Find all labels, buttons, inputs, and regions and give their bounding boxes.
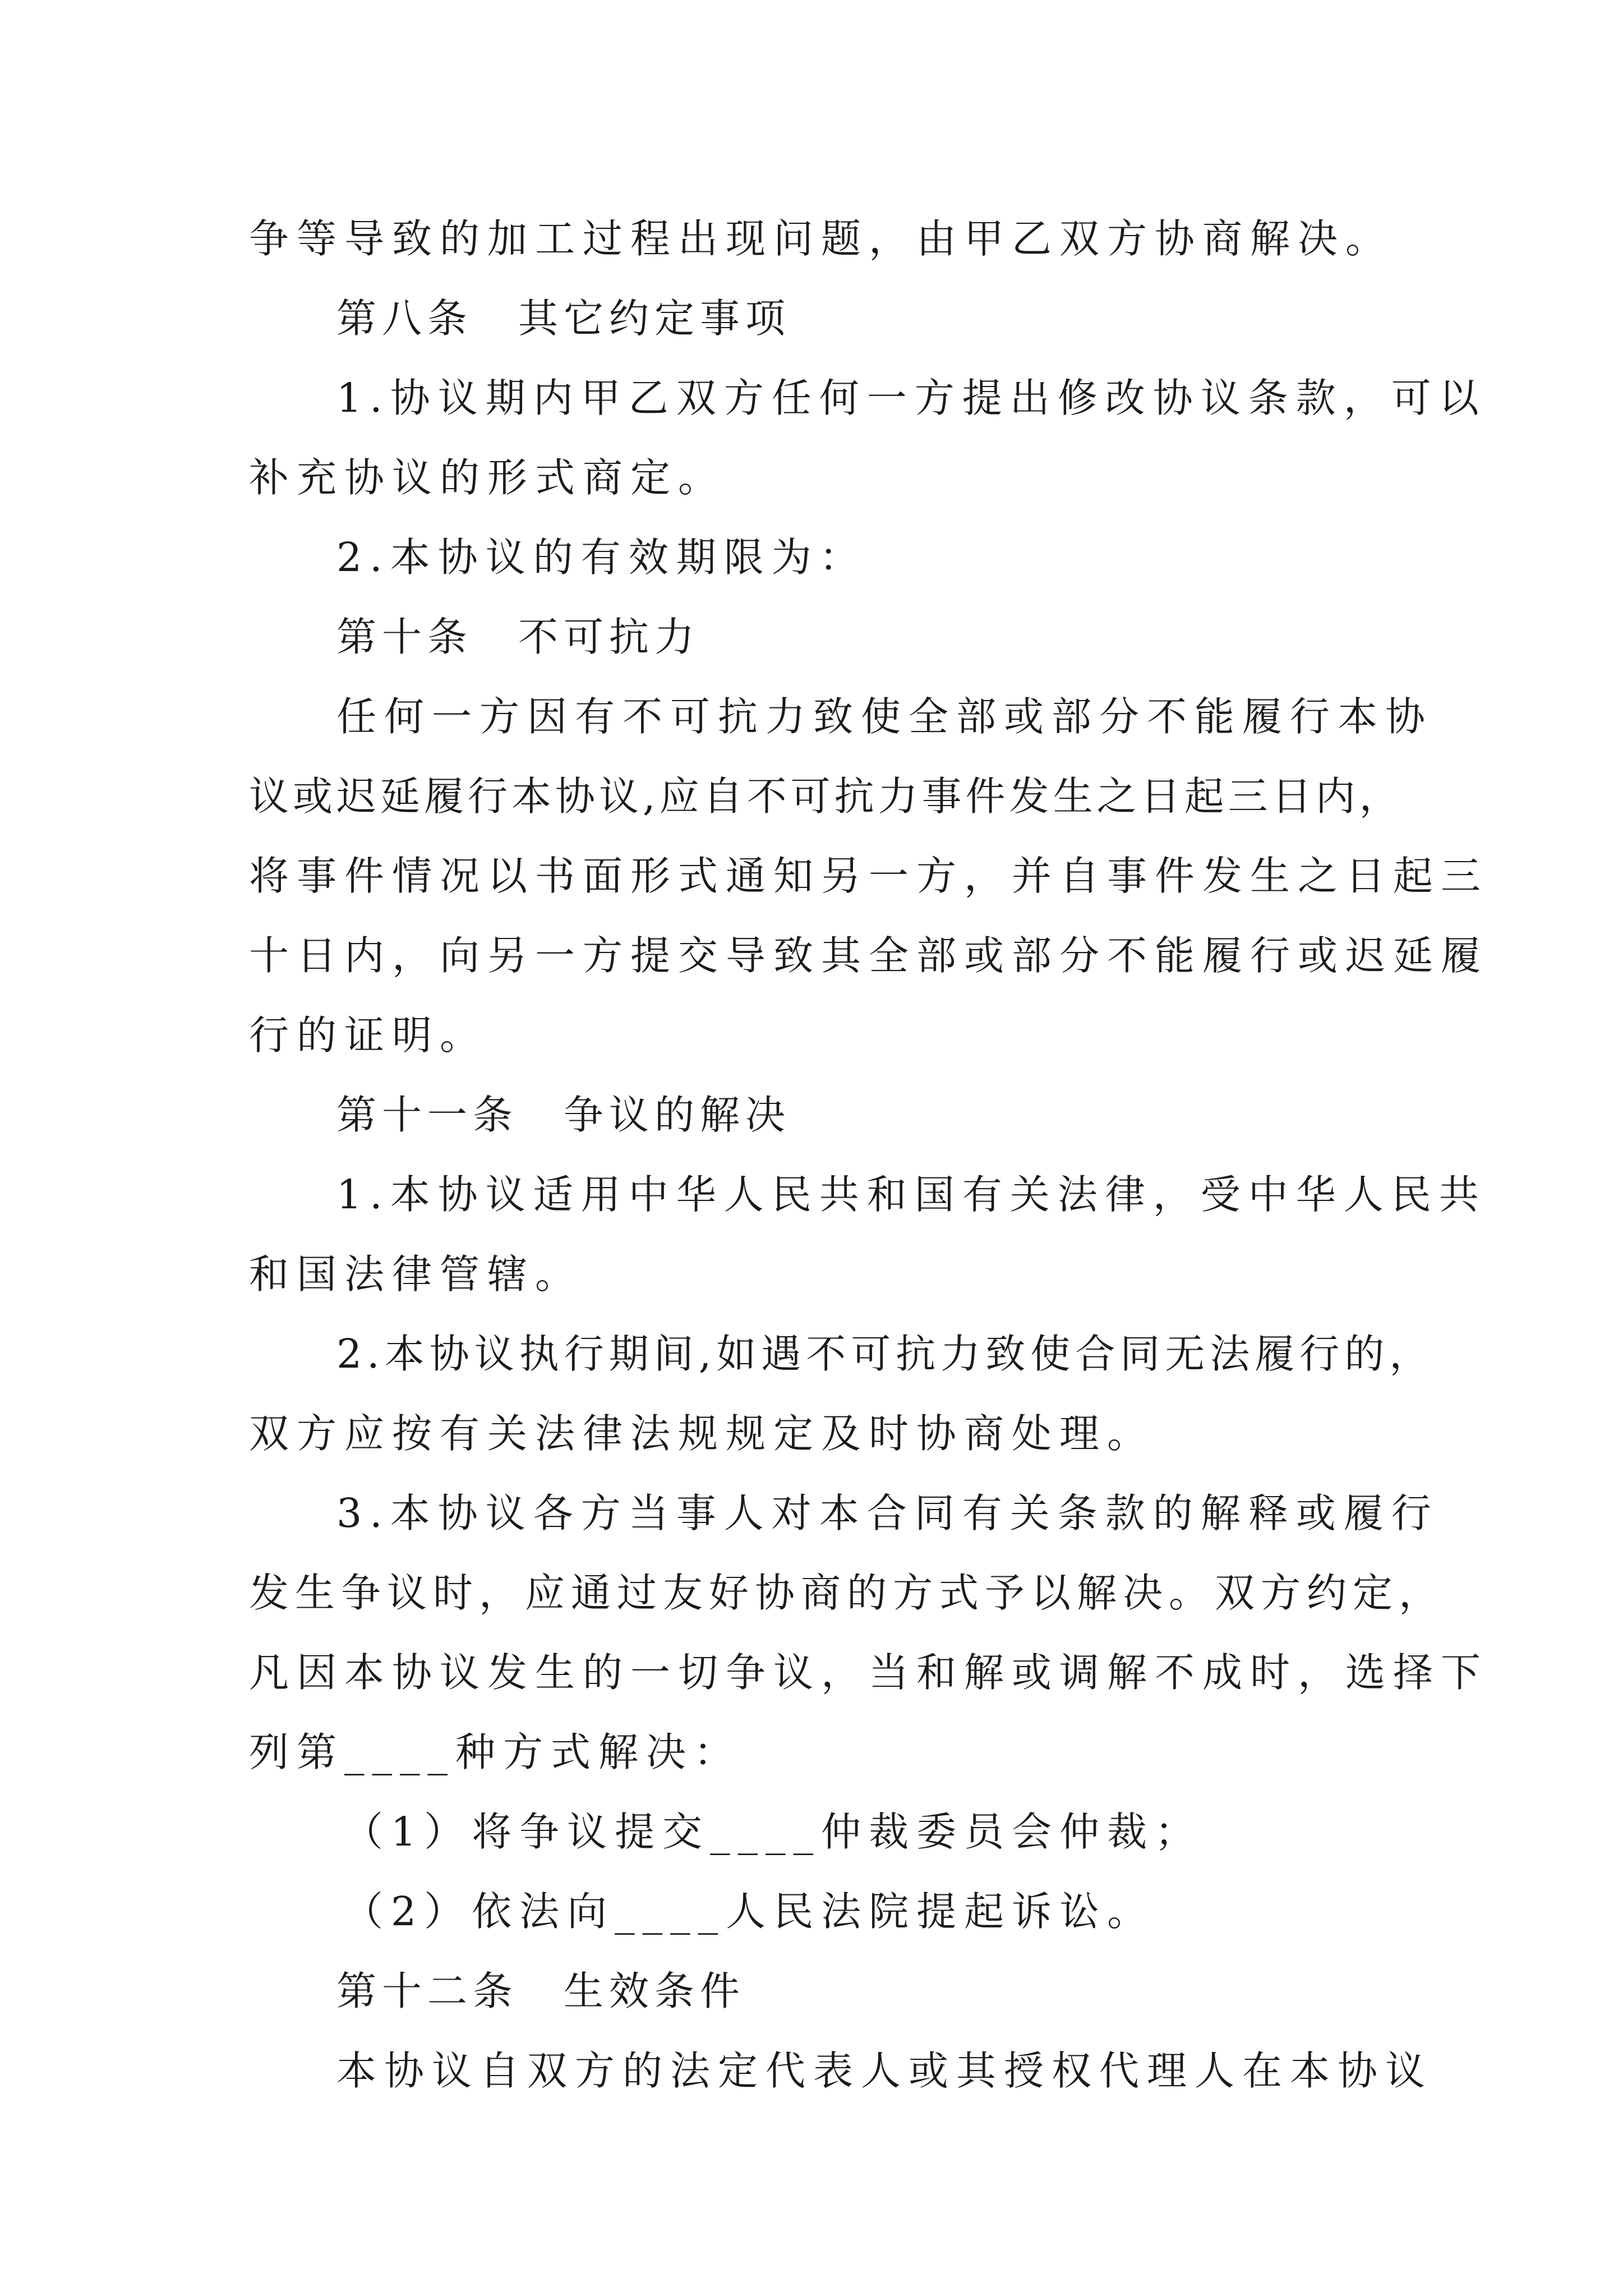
text-line: 3.本协议各方当事人对本合同有关条款的解释或履行 bbox=[336, 1490, 1439, 1536]
text-line: 双方应按有关法律法规规定及时协商处理。 bbox=[249, 1410, 1155, 1457]
text-line: 2.本协议执行期间,如遇不可抗力致使合同无法履行的， bbox=[336, 1331, 1435, 1377]
text-line: 1.协议期内甲乙双方任何一方提出修改协议条款，可以 bbox=[336, 375, 1487, 421]
text-line: 和国法律管辖。 bbox=[249, 1251, 583, 1297]
text-line: 行的证明。 bbox=[249, 1012, 488, 1059]
list-item: （1）将争议提交____仲裁委员会仲裁； bbox=[343, 1809, 1203, 1855]
article-heading: 第十条 不可抗力 bbox=[336, 614, 700, 660]
text-line: 本协议自双方的法定代表人或其授权代理人在本协议 bbox=[336, 2047, 1433, 2094]
text-line: 2.本协议的有效期限为： bbox=[336, 534, 867, 581]
text-line: 补充协议的形式商定。 bbox=[249, 454, 726, 501]
article-heading: 第八条 其它约定事项 bbox=[336, 295, 791, 342]
text-line: 将事件情况以书面形式通知另一方，并自事件发生之日起三 bbox=[249, 853, 1489, 899]
text-line: 争等导致的加工过程出现问题，由甲乙双方协商解决。 bbox=[249, 215, 1394, 262]
text-line: 议或迟延履行本协议,应自不可抗力事件发生之日起三日内， bbox=[249, 773, 1403, 820]
text-line: 任何一方因有不可抗力致使全部或部分不能履行本协 bbox=[336, 693, 1433, 740]
text-line: 列第____种方式解决： bbox=[249, 1729, 742, 1775]
article-heading: 第十一条 争议的解决 bbox=[336, 1092, 791, 1138]
list-item: （2）依法向____人民法院提起诉讼。 bbox=[343, 1888, 1155, 1935]
article-heading: 第十二条 生效条件 bbox=[336, 1968, 746, 2014]
text-line: 发生争议时，应通过友好协商的方式予以解决。双方约定， bbox=[249, 1570, 1445, 1616]
text-line: 凡因本协议发生的一切争议，当和解或调解不成时，选择下 bbox=[249, 1649, 1489, 1696]
text-line: 十日内，向另一方提交导致其全部或部分不能履行或迟延履 bbox=[249, 932, 1489, 979]
text-line: 1.本协议适用中华人民共和国有关法律，受中华人民共 bbox=[336, 1171, 1487, 1218]
